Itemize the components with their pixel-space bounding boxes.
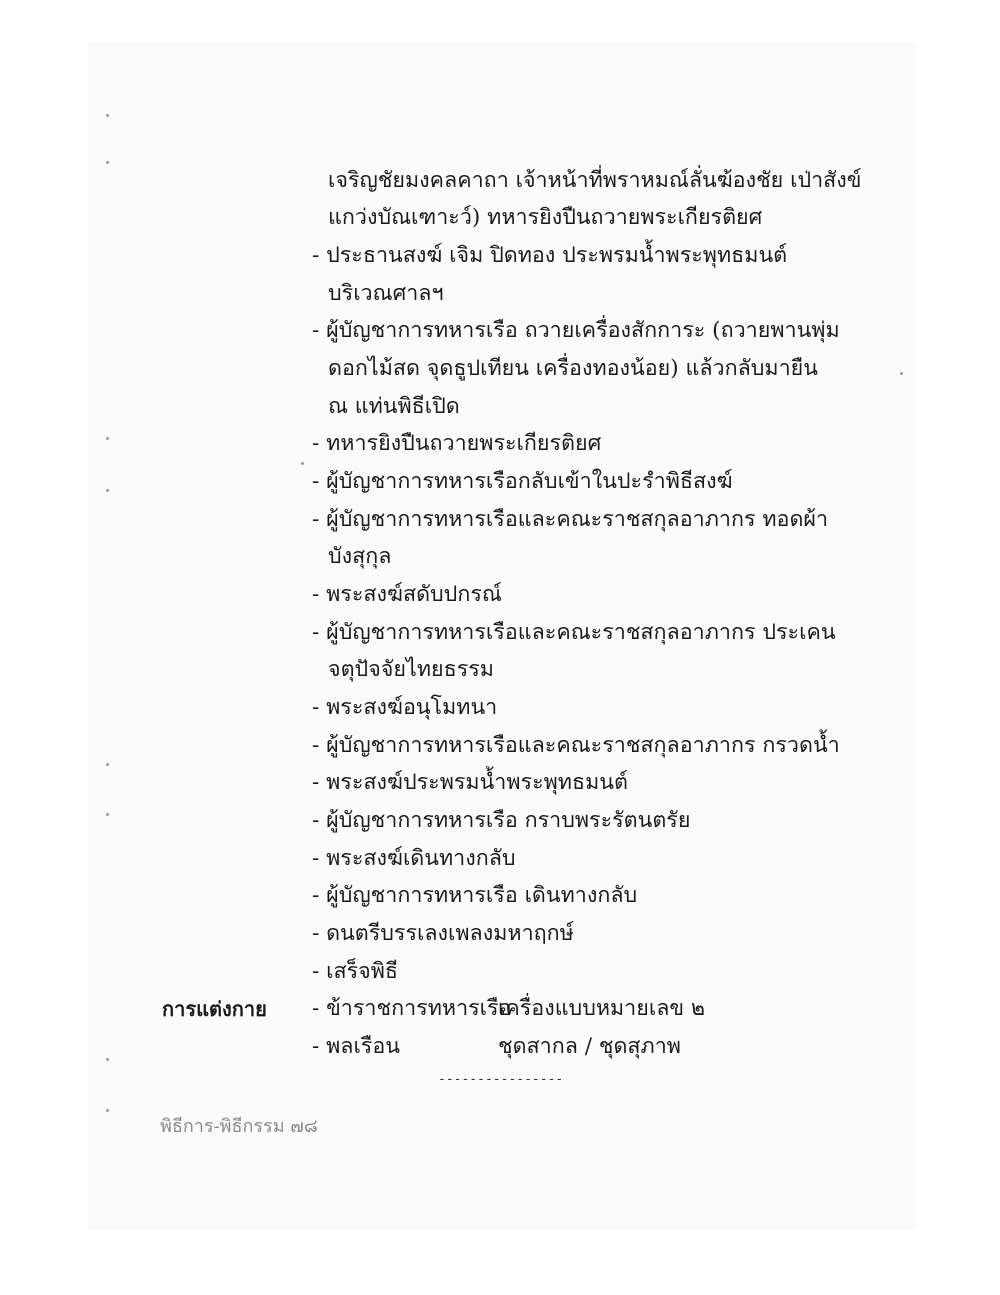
scan-speck [900, 372, 903, 375]
scan-speck [301, 462, 304, 465]
step-line: - ประธานสงฆ์ เจิม ปิดทอง ประพรมน้ำพระพุทธมนต์ [312, 243, 788, 268]
scan-speck [106, 489, 109, 492]
step-line: เจริญชัยมงคลคาถา เจ้าหน้าที่พราหมณ์ลั่นฆ้องชัย เป่าสังข์ [328, 168, 862, 193]
step-line: - ดนตรีบรรเลงเพลงมหาฤกษ์ [312, 921, 574, 946]
step-line: - พระสงฆ์เดินทางกลับ [312, 846, 516, 871]
step-line: - ผู้บัญชาการทหารเรือกลับเข้าในปะรำพิธีสงฆ์ [312, 469, 733, 494]
step-line: จตุปัจจัยไทยธรรม [328, 657, 494, 682]
step-line: - ผู้บัญชาการทหารเรือและคณะราชสกุลอาภากร กรวดน้ำ [312, 733, 840, 758]
dress-row-attire: ชุดสากล / ชุดสุภาพ [498, 1034, 681, 1059]
scan-speck [106, 437, 109, 440]
step-line: บังสุกุล [328, 544, 392, 569]
page-footer: พิธีการ-พิธีกรรม ๗๘ [160, 1116, 318, 1137]
dress-row-who: - ข้าราชการทหารเรือ [312, 996, 512, 1021]
step-line: - ทหารยิงปืนถวายพระเกียรติยศ [312, 431, 602, 456]
scan-speck [106, 813, 109, 816]
step-line: - ผู้บัญชาการทหารเรือและคณะราชสกุลอาภากร ประเคน [312, 620, 836, 645]
step-line: - พระสงฆ์อนุโมทนา [312, 695, 498, 720]
step-line: - ผู้บัญชาการทหารเรือ กราบพระรัตนตรัย [312, 808, 691, 833]
step-line: ณ แท่นพิธีเปิด [328, 394, 460, 419]
step-line: แกว่งบัณเฑาะว์) ทหารยิงปืนถวายพระเกียรติยศ [328, 205, 763, 230]
step-line: ดอกไม้สด จุดธูปเทียน เครื่องทองน้อย) แล้วกลับมายืน [328, 356, 818, 381]
scan-speck [106, 114, 109, 117]
scan-speck [106, 161, 109, 164]
step-line: - พระสงฆ์สดับปกรณ์ [312, 582, 502, 607]
dress-row-who: - พลเรือน [312, 1034, 400, 1059]
dress-row-attire: เครื่องแบบหมายเลข ๒ [498, 996, 706, 1021]
step-line: บริเวณศาลฯ [328, 281, 444, 306]
step-line: - พระสงฆ์ประพรมน้ำพระพุทธมนต์ [312, 770, 628, 795]
section-divider: ---------------- [438, 1072, 564, 1087]
scan-speck [106, 1109, 109, 1112]
dress-code-label: การแต่งกาย [162, 997, 267, 1021]
step-line: - เสร็จพิธี [312, 959, 399, 984]
scan-speck [106, 1058, 109, 1061]
step-line: - ผู้บัญชาการทหารเรือ ถวายเครื่องสักการะ (ถวายพานพุ่ม [312, 318, 840, 343]
scan-speck [106, 763, 109, 766]
step-line: - ผู้บัญชาการทหารเรือและคณะราชสกุลอาภากร ทอดผ้า [312, 507, 829, 532]
step-line: - ผู้บัญชาการทหารเรือ เดินทางกลับ [312, 883, 638, 908]
